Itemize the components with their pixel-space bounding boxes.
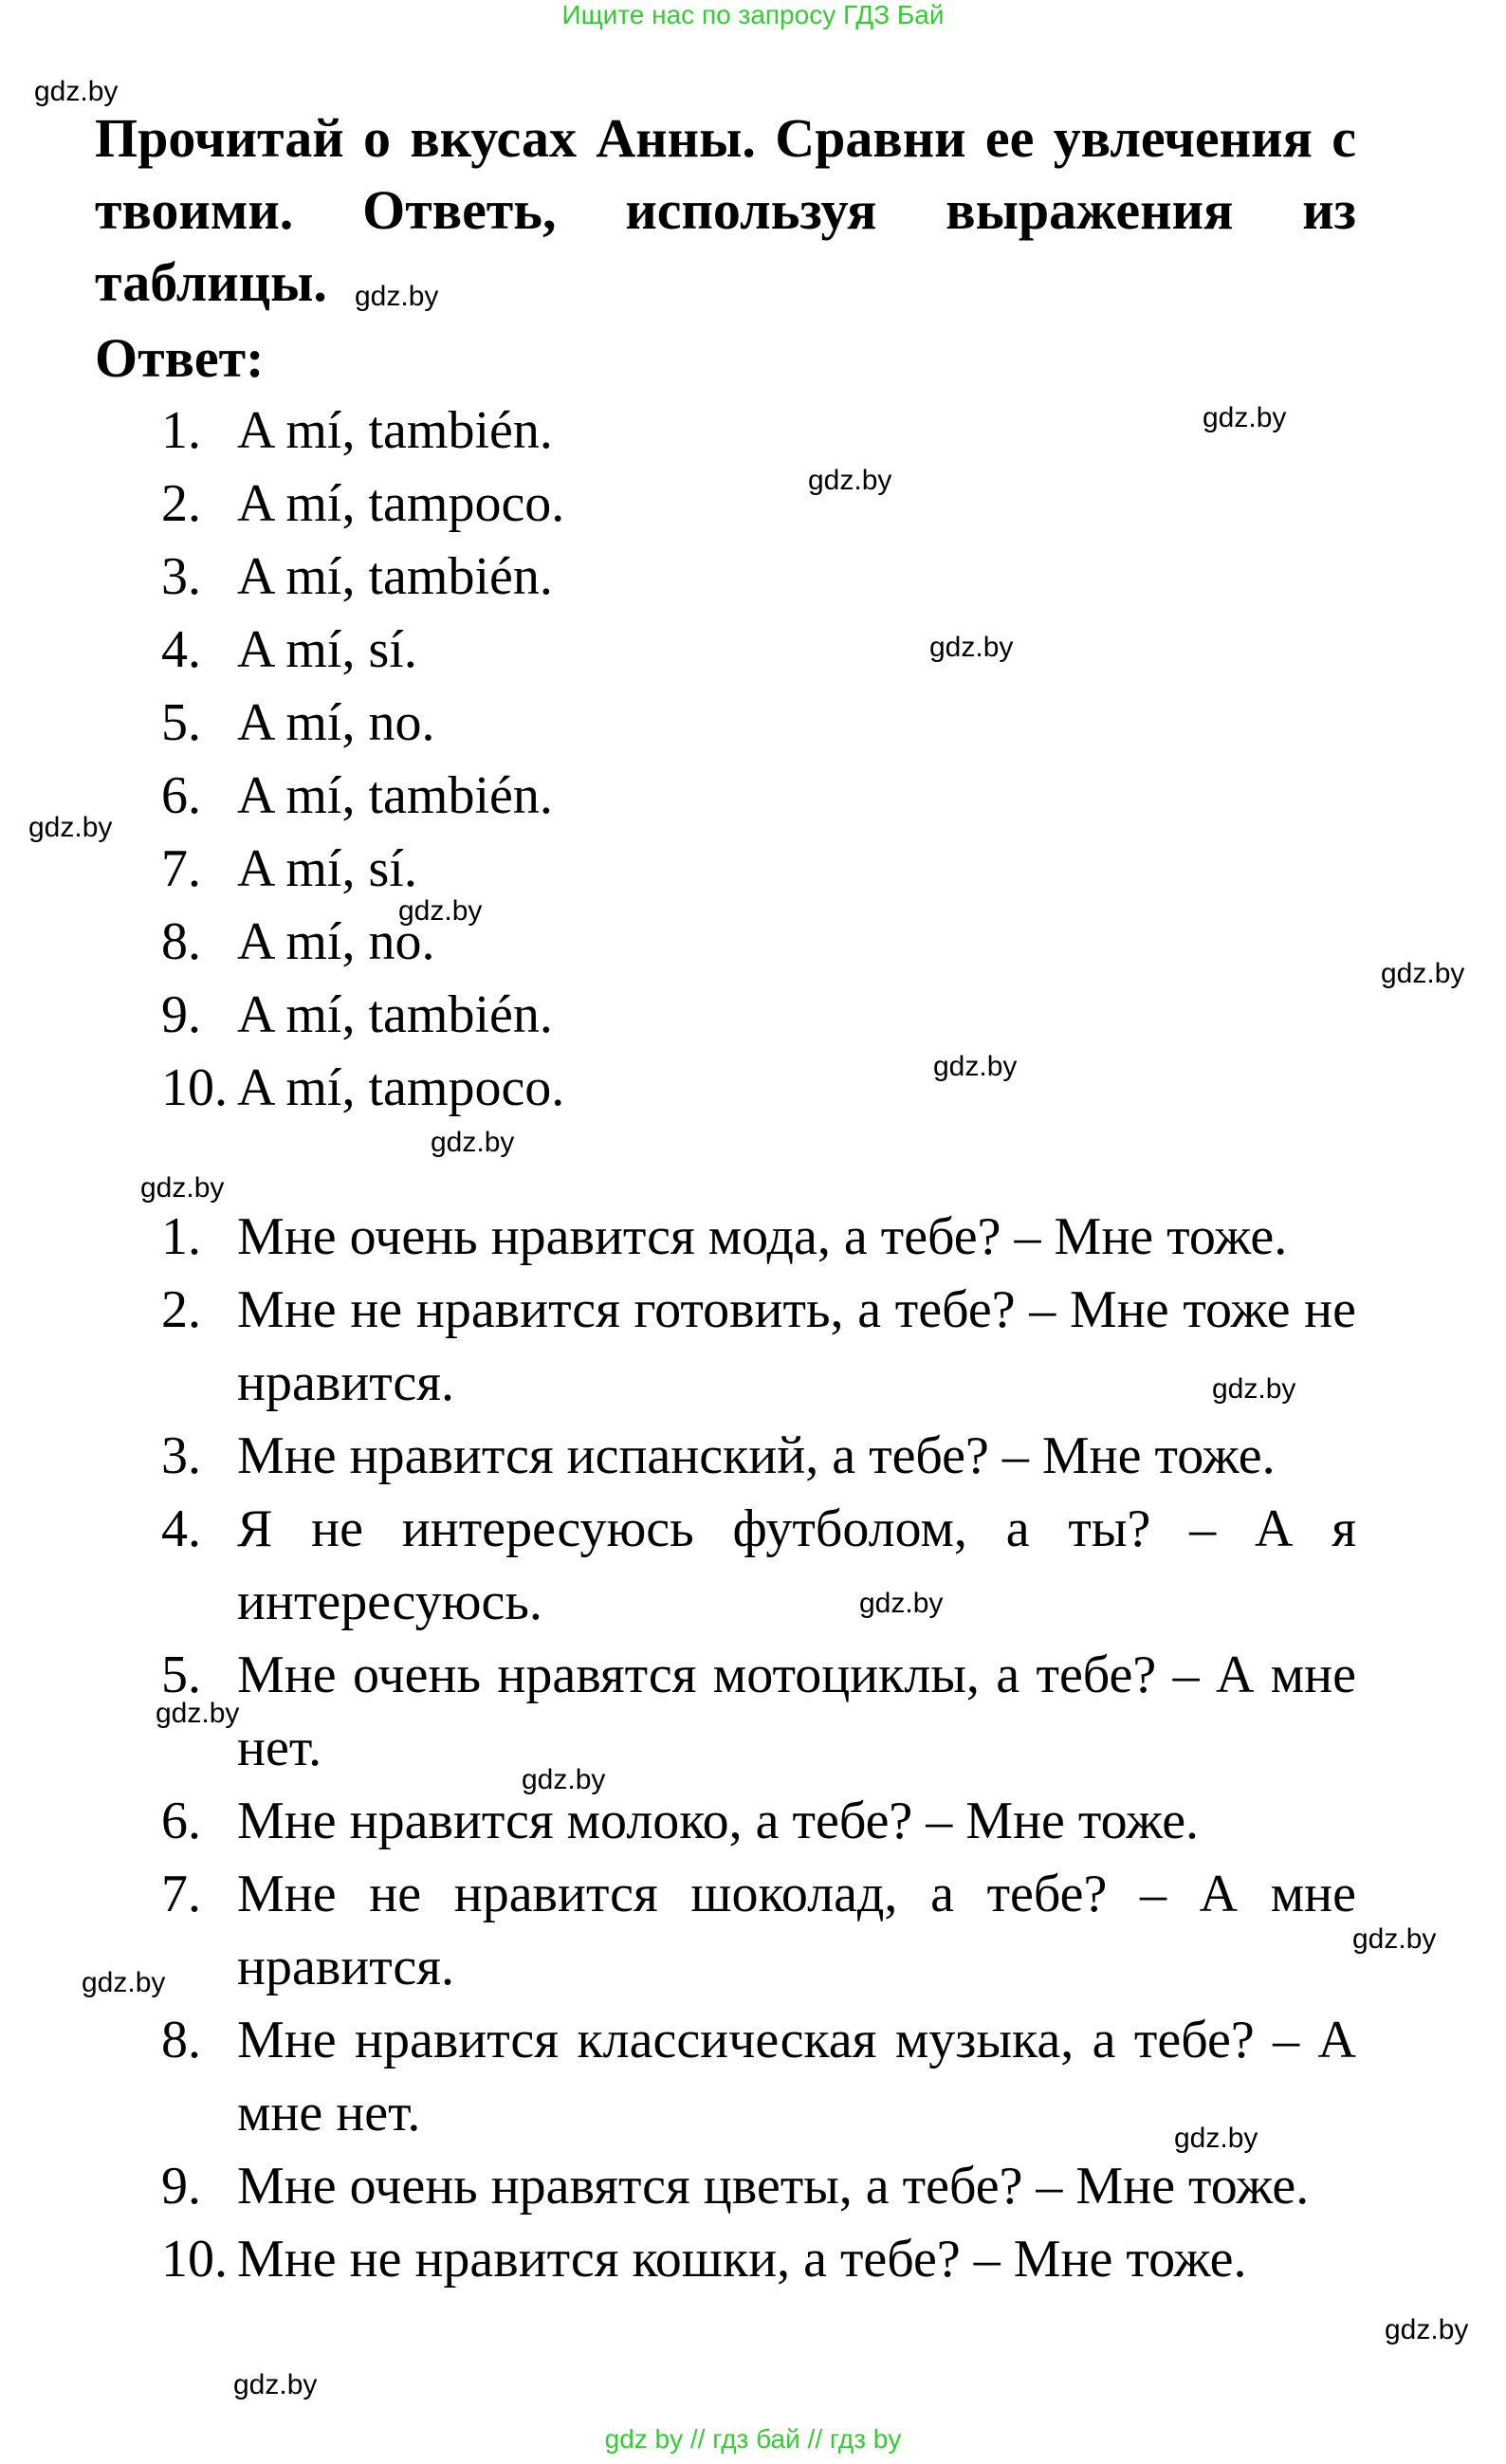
item-number: 8. [161,2011,201,2069]
item-number: 3. [161,1426,201,1485]
list-item [161,760,1356,833]
item-text: Мне нравится классическая музыка, а тебе? – А мне нет. [237,2011,1356,2142]
item-text: A mí, no. [237,693,435,752]
watermark: gdz.by [355,281,439,312]
item-number: 2. [161,474,201,533]
item-text: Мне очень нравятся мотоциклы, а тебе? – А мне нет. [237,1646,1356,1777]
item-number: 1. [161,401,201,460]
item-text: A mí, tampoco. [237,1058,565,1117]
list-item [161,906,1356,979]
watermark: gdz.by [1385,2314,1469,2345]
item-number: 7. [161,1865,201,1923]
item-number: 8. [161,912,201,971]
item-text: Мне нравится молоко, а тебе? – Мне тоже. [237,1792,1200,1850]
watermark: gdz.by [28,812,113,843]
item-text: Мне не нравится готовить, а тебе? – Мне тоже не нравится. [237,1280,1356,1412]
list-item [161,833,1356,906]
watermark: gdz.by [156,1698,240,1729]
watermark: gdz.by [859,1588,944,1619]
item-number: 9. [161,2157,201,2216]
item-number: 4. [161,620,201,679]
list-item [161,687,1356,760]
list-item [161,979,1356,1052]
list-item [161,2150,1356,2223]
item-text: Мне нравится испанский, а тебе? – Мне тоже. [237,1426,1276,1485]
item-text: Мне очень нравится мода, а тебе? – Мне тоже. [237,1207,1288,1266]
item-number: 5. [161,693,201,752]
list-item [161,1858,1356,2004]
item-text: A mí, sí. [237,620,417,679]
item-number: 4. [161,1499,201,1558]
watermark: gdz.by [1352,1923,1437,1955]
watermark: gdz.by [398,895,483,927]
item-number: 6. [161,1792,201,1850]
watermark: gdz.by [1174,2123,1258,2154]
item-text: A mí, tampoco. [237,474,565,533]
watermark: gdz.by [933,1051,1018,1082]
item-text: A mí, no. [237,912,435,971]
item-number: 5. [161,1646,201,1704]
item-text: A mí, también. [237,547,553,606]
item-text: A mí, también. [237,401,553,460]
watermark: gdz.by [1381,958,1465,989]
watermark: gdz.by [808,465,892,496]
item-number: 10. [161,1058,228,1117]
watermark: gdz.by [431,1127,515,1158]
list-item [161,468,1356,541]
list-item [161,1052,1356,1125]
list-item [161,395,1356,468]
item-number: 3. [161,547,201,606]
item-text: Мне очень нравятся цветы, а тебе? – Мне тоже. [237,2157,1310,2216]
item-number: 7. [161,839,201,898]
item-text: A mí, sí. [237,839,417,898]
watermark: gdz.by [233,2369,318,2400]
list-item [161,1201,1356,1274]
task-instruction: Прочитай о вкусах Анны. Сравни ее увлечения с твоими. Ответь, используя выражения из таблицы. [95,107,1356,313]
answer-label: Ответ: [95,327,265,389]
item-number: 1. [161,1207,201,1266]
list-item [161,541,1356,614]
watermark: gdz.by [1212,1373,1296,1405]
item-text: A mí, también. [237,766,553,825]
item-text: A mí, también. [237,985,553,1044]
watermark: gdz.by [1203,402,1287,433]
top-banner: Ищите нас по запросу ГДЗ Бай [561,0,945,29]
item-text: Мне не нравится кошки, а тебе? – Мне тоже. [237,2230,1247,2289]
watermark: gdz.by [929,632,1014,663]
watermark: gdz.by [82,1967,166,1998]
list-item [161,1639,1356,1785]
item-text: Я не интересуюсь футболом, а ты? – А я интересуюсь. [237,1499,1356,1631]
list-item [161,614,1356,687]
item-number: 2. [161,1280,201,1339]
watermark: gdz.by [140,1172,225,1204]
item-number: 6. [161,766,201,825]
item-number: 9. [161,985,201,1044]
answers-spanish-list [161,395,1356,1125]
list-item [161,2223,1356,2296]
list-item [161,1274,1356,1420]
footer-links: gdz by // гдз бай // гдз by [604,2424,902,2454]
watermark: gdz.by [522,1764,606,1795]
item-text: Мне не нравится шоколад, а тебе? – А мне нравится. [237,1865,1356,1996]
watermark: gdz.by [34,76,119,107]
item-number: 10. [161,2230,228,2289]
list-item [161,1785,1356,1858]
list-item [161,1493,1356,1639]
list-item [161,1420,1356,1493]
